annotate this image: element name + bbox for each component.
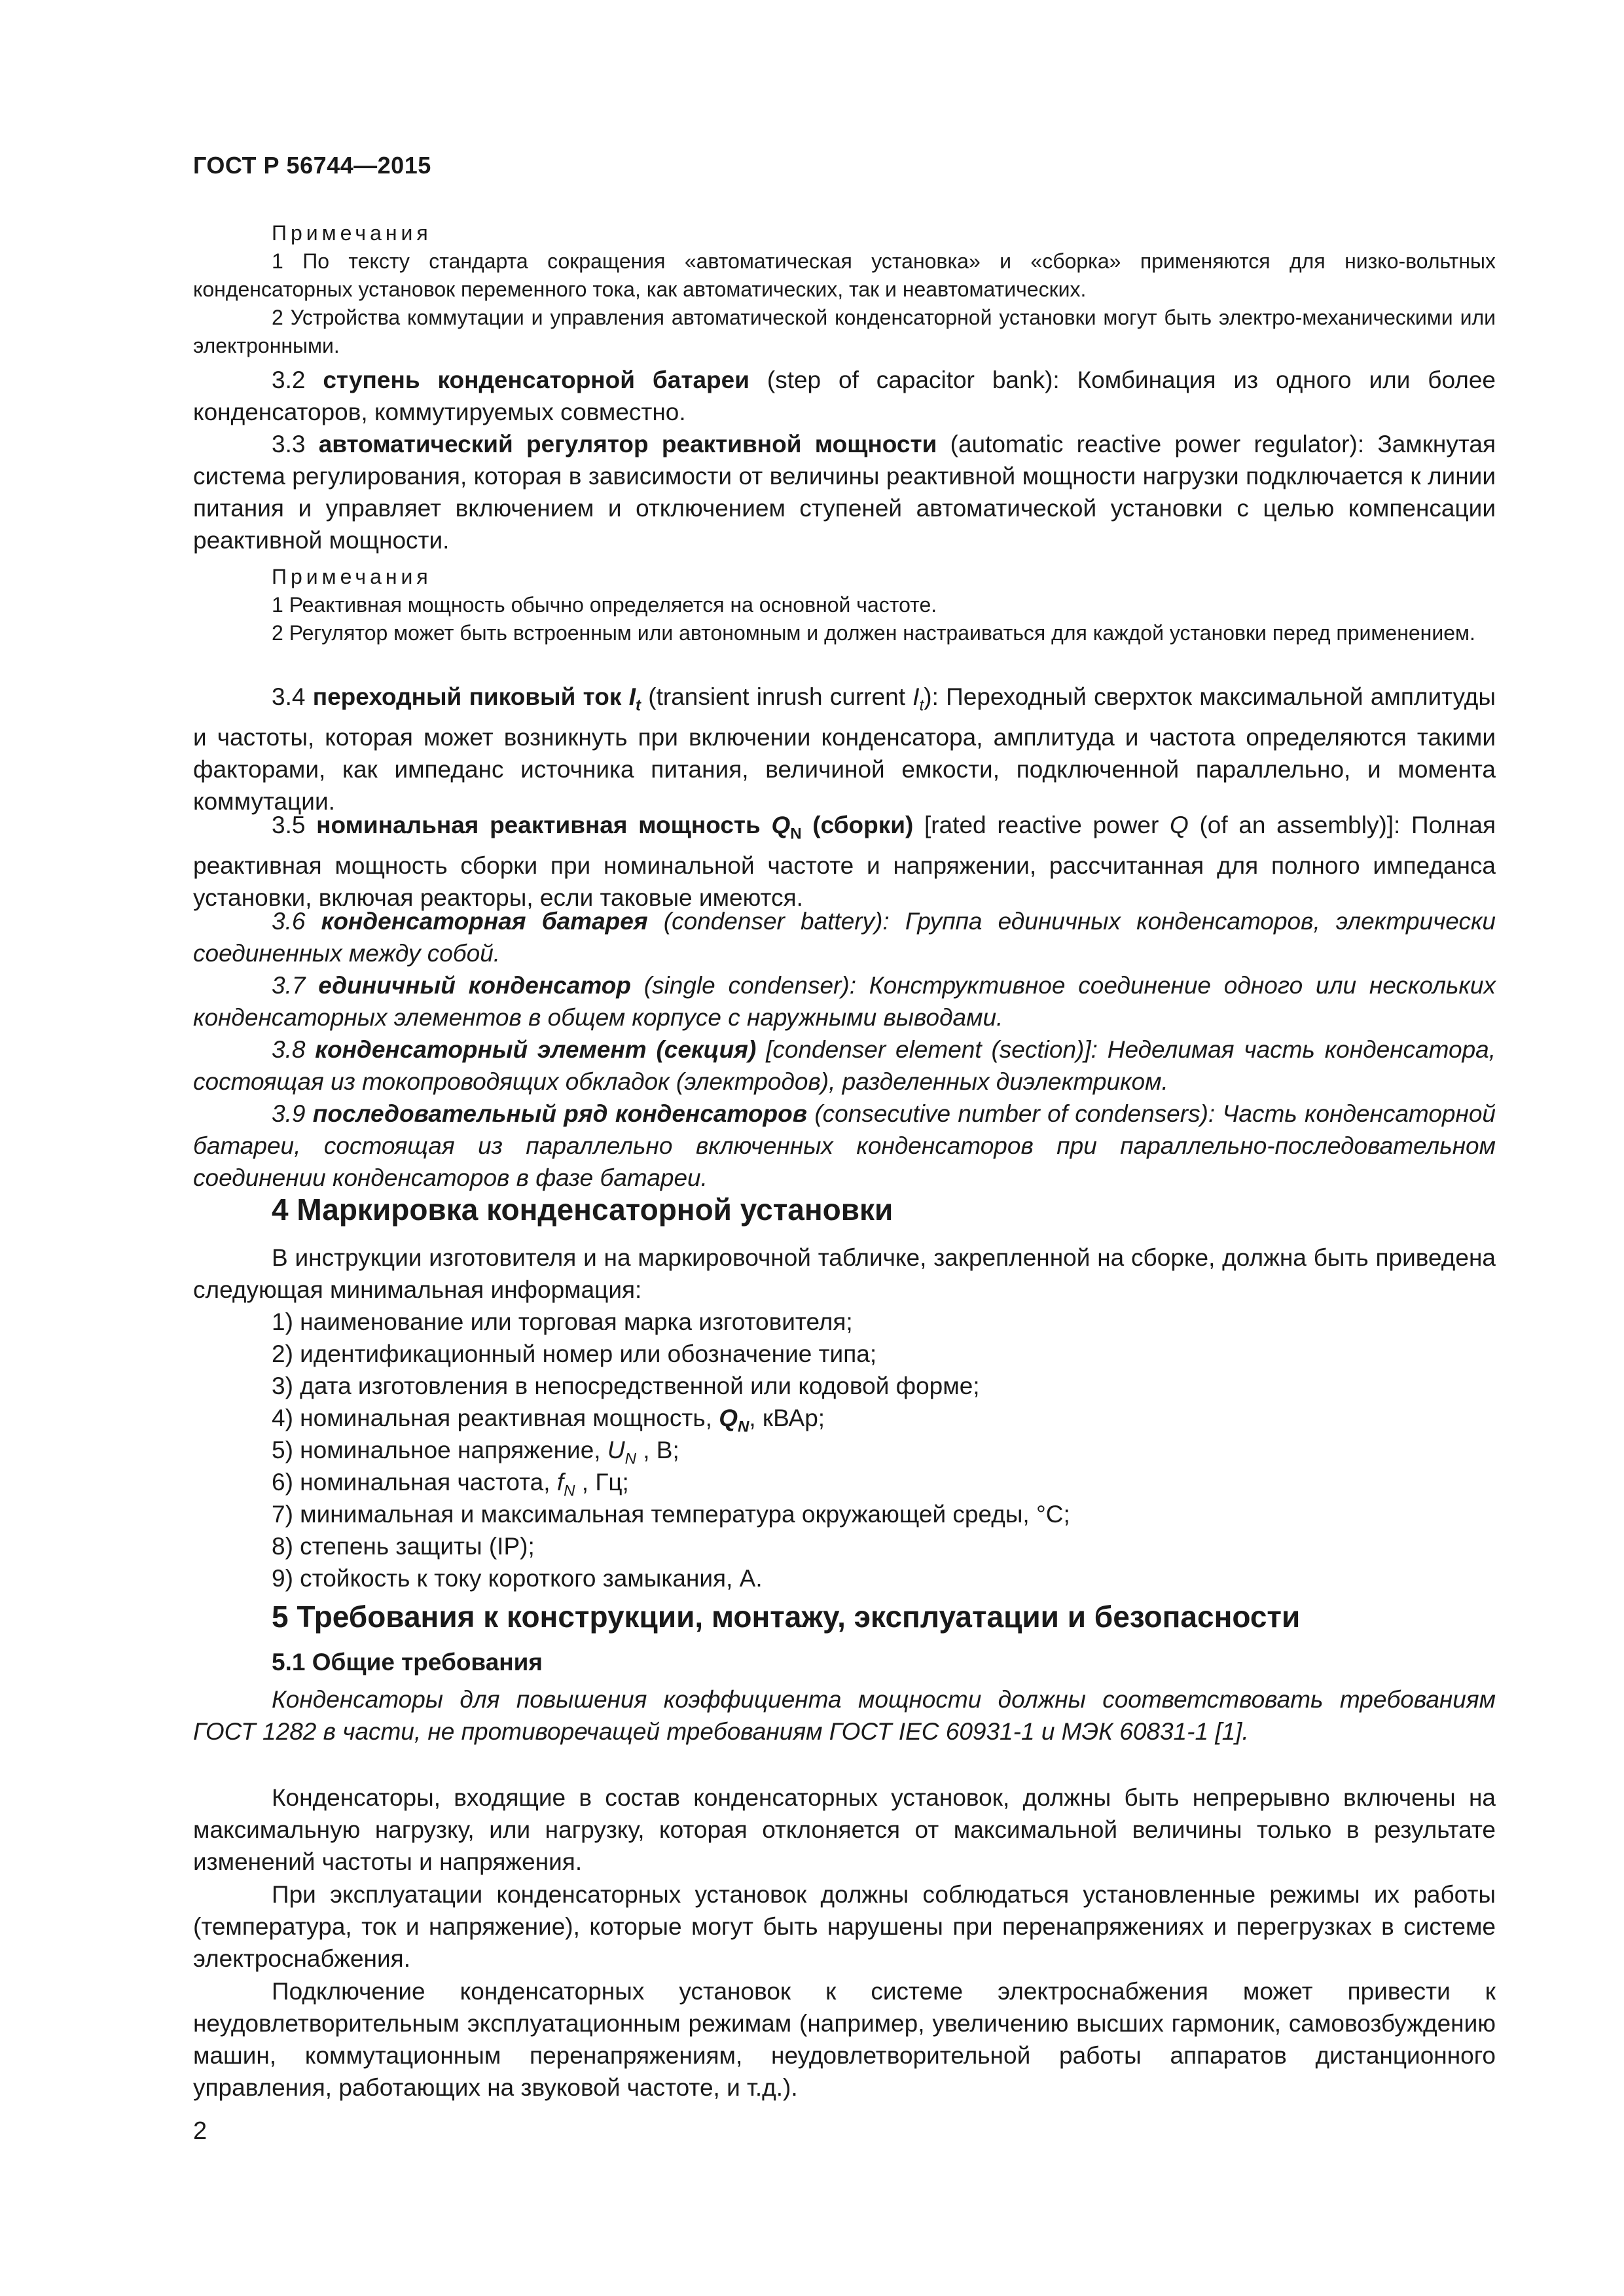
section-5-title: 5 Требования к конструкции, монтажу, эксплуатации и безопасности bbox=[272, 1600, 1301, 1634]
note-1: 1 Реактивная мощность обычно определяется на основной частоте. bbox=[272, 593, 937, 617]
section-4-title: 4 Маркировка конденсаторной установки bbox=[272, 1193, 893, 1227]
paragraph: Конденсаторы для повышения коэффициента мощности должны соответствовать требованиям ГОСТ 1282 в части, не противоречащей требованиям ГОСТ IEC 60931-1 и МЭК 60831-1 [1]. bbox=[193, 1686, 1496, 1745]
notes-heading: Примечания bbox=[272, 565, 432, 588]
note-1: 1 По тексту стандарта сокращения «автоматическая установка» и «сборка» применяются для низко-вольтных конденсаторных установок переменного тока, как автоматических, так и неавтоматических. bbox=[193, 249, 1496, 301]
list-item: 9) стойкость к току короткого замыкания, А. bbox=[272, 1565, 763, 1592]
list-item: 5) номинальное напряжение, $U_N$ , В; bbox=[272, 1437, 679, 1468]
paragraph: Конденсаторы, входящие в состав конденсаторных установок, должны быть непрерывно включены на максимальную нагрузку, или нагрузку, которая отклоняется от максимальной величины только в результате изменений частоты и напряжения. bbox=[193, 1784, 1496, 1875]
definition-3-4: 3.4 переходный пиковый ток $I_t$ (transient inrush current $I_t$): Переходный сверхток максимальной амплитуды и частоты, которая может возникнуть при включении конденсатора, амплитуда и частота определяются такими факторами, как импеданс источника питания, величиной емкости, подключенной параллельно, и момента коммутации. bbox=[193, 683, 1496, 816]
definition-3-6: 3.6 конденсаторная батарея (condenser battery): Группа единичных конденсаторов, электрически соединенных между собой. bbox=[193, 908, 1496, 967]
list-item: 3) дата изготовления в непосредственной или кодовой форме; bbox=[272, 1372, 980, 1399]
list-item: 8) степень защиты (IP); bbox=[272, 1533, 535, 1560]
definition-3-8: 3.8 конденсаторный элемент (секция) [condenser element (section)]: Неделимая часть конденсатора, состоящая из токопроводящих обкладок (электродов), разделенных диэлектриком. bbox=[193, 1036, 1496, 1095]
list-item: 1) наименование или торговая марка изготовителя; bbox=[272, 1308, 853, 1335]
list-item: 7) минимальная и максимальная температура окружающей среды, °С; bbox=[272, 1501, 1070, 1528]
subsection-5-1-title: 5.1 Общие требования bbox=[272, 1649, 543, 1676]
standard-header: ГОСТ Р 56744—2015 bbox=[193, 152, 431, 179]
note-2: 2 Регулятор может быть встроенным или автономным и должен настраиваться для каждой установки перед применением. bbox=[272, 621, 1475, 645]
page-number: 2 bbox=[193, 2117, 208, 2145]
definition-3-9: 3.9 последовательный ряд конденсаторов (consecutive number of condensers): Часть конденсаторной батареи, состоящая из параллельно включенных конденсаторов при параллельно-последовательном соединении конденсаторов в фазе батареи. bbox=[193, 1100, 1496, 1191]
definition-3-2: 3.2 ступень конденсаторной батареи (step of capacitor bank): Комбинация из одного или более конденсаторов, коммутируемых совместно. bbox=[193, 367, 1496, 425]
list-item: 2) идентификационный номер или обозначение типа; bbox=[272, 1340, 877, 1367]
paragraph: При эксплуатации конденсаторных установок должны соблюдаться установленные режимы их работы (температура, ток и напряжение), которые могут быть нарушены при перенапряжениях и перегрузках в системе электроснабжения. bbox=[193, 1881, 1496, 1972]
list-item: 4) номинальная реактивная мощность, $Q_N$, кВАр; bbox=[272, 1405, 825, 1436]
definition-3-5: 3.5 номинальная реактивная мощность $Q_N$ (сборки) [rated reactive power Q (of an assembly)]: Полная реактивная мощность сборки при номинальной частоте и напряжении, рассчитанная для полного импеданса установки, включая реакторы, если таковые имеются. bbox=[193, 812, 1496, 912]
list-item: 6) номинальная частота, $f_N$ , Гц; bbox=[272, 1469, 629, 1500]
section-4-intro: В инструкции изготовителя и на маркировочной табличке, закрепленной на сборке, должна быть приведена следующая минимальная информация: bbox=[193, 1244, 1496, 1303]
note-2: 2 Устройства коммутации и управления автоматической конденсаторной установки могут быть электро-механическими или электронными. bbox=[193, 306, 1496, 357]
definition-3-3: 3.3 автоматический регулятор реактивной мощности (automatic reactive power regulator): Замкнутая система регулирования, которая в зависимости от величины реактивной мощности нагрузки подключается к линии питания и управляет включением и отключением ступеней автоматической установки с целью компенсации реактивной мощности. bbox=[193, 431, 1496, 554]
paragraph: Подключение конденсаторных установок к системе электроснабжения может привести к неудовлетворительным эксплуатационным режимам (например, увеличению высших гармоник, самовозбуждению машин, коммутационным перенапряжениям, неудовлетворительной работы аппаратов дистанционного управления, работающих на звуковой частоте, и т.д.). bbox=[193, 1978, 1496, 2101]
notes-heading: Примечания bbox=[272, 221, 432, 245]
definition-3-7: 3.7 единичный конденсатор (single condenser): Конструктивное соединение одного или нескольких конденсаторных элементов в общем корпусе с наружными выводами. bbox=[193, 972, 1496, 1031]
